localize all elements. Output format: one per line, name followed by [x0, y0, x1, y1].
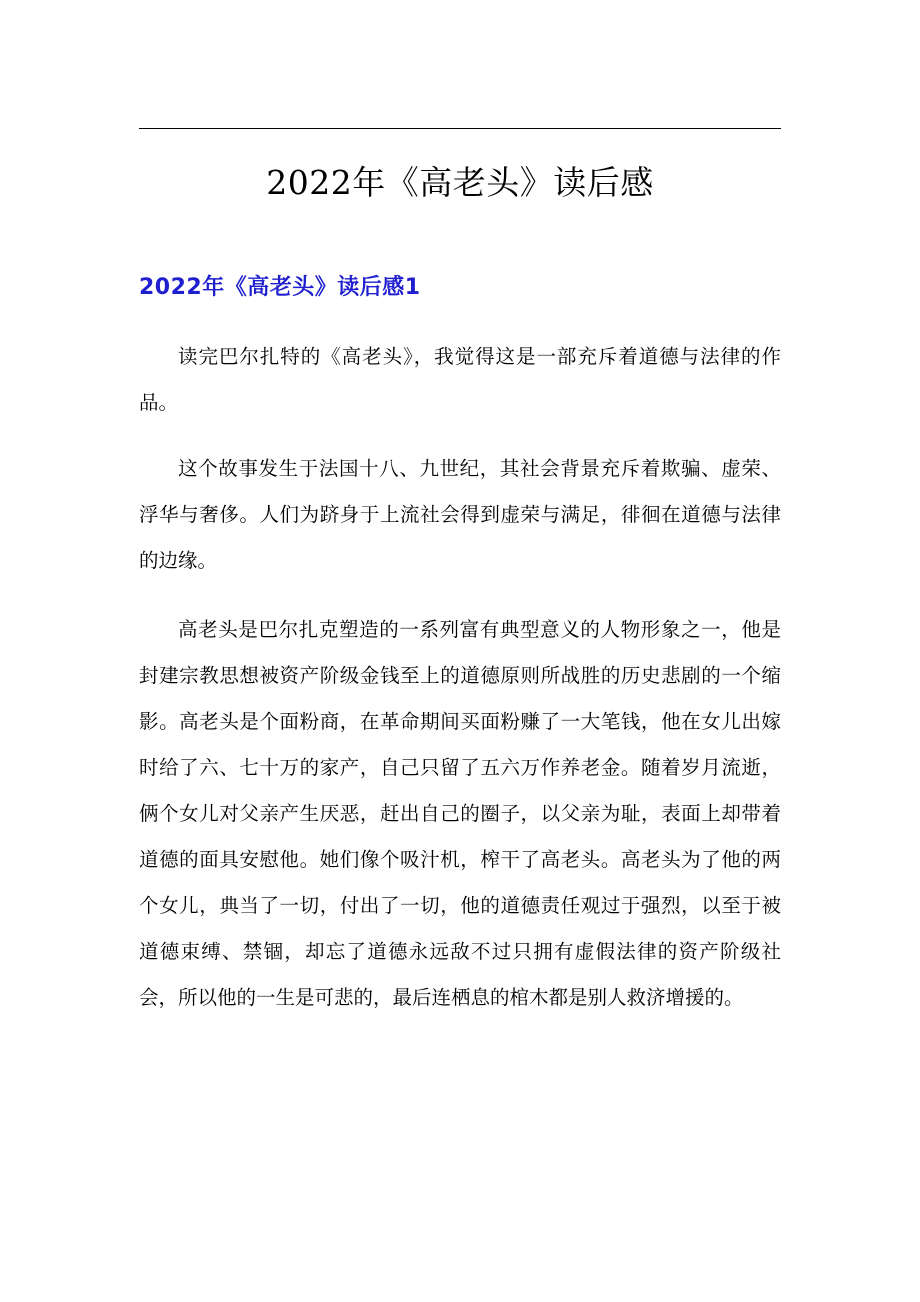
paragraph-2: 这个故事发生于法国十八、九世纪，其社会背景充斥着欺骗、虚荣、浮华与奢侈。人们为跻身于上流社会得到虚荣与满足，徘徊在道德与法律的边缘。 [139, 457, 781, 572]
paragraph-3: 高老头是巴尔扎克塑造的一系列富有典型意义的人物形象之一，他是封建宗教思想被资产阶级金钱至上的道德原则所战胜的历史悲剧的一个缩影。高老头是个面粉商，在革命期间买面粉赚了一大笔钱，他在女儿出嫁时给了六、七十万的家产，自己只留了五六万作养老金。随着岁月流逝，俩个女儿对父亲产生厌恶，赶出自己的圈子，以父亲为耻，表面上却带着道德的面具安慰他。她们像个吸汁机，榨干了高老头。高老头为了他的两个女儿，典当了一切，付出了一切，他的道德责任观过于强烈，以至于被道德束缚、禁锢，却忘了道德永远敌不过只拥有虚假法律的资产阶级社会，所以他的一生是可悲的，最后连栖息的棺木都是别人救济增援的。 [139, 618, 781, 1009]
header-rule [139, 128, 781, 129]
document-title: 2022年《高老头》读后感 [266, 163, 654, 202]
paragraph-1: 读完巴尔扎特的《高老头》，我觉得这是一部充斥着道德与法律的作品。 [139, 345, 781, 414]
section-heading: 2022年《高老头》读后感1 [139, 275, 421, 300]
